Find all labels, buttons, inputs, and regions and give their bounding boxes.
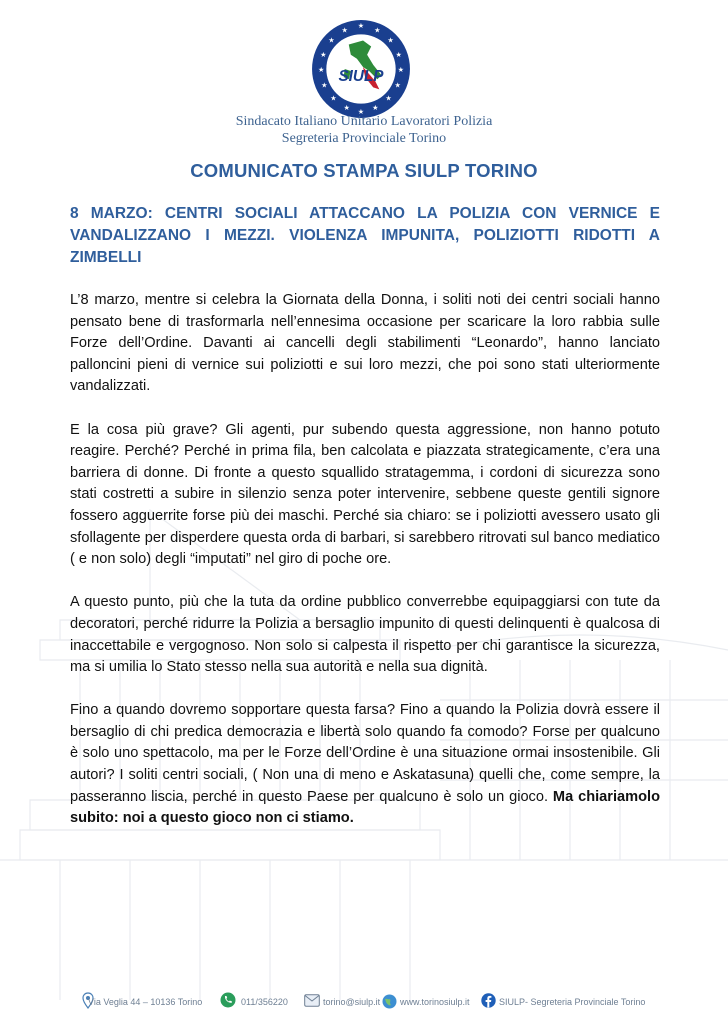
svg-text:★: ★: [343, 102, 350, 112]
logo-text: SIULP: [338, 68, 384, 86]
paragraph: A questo punto, più che la tuta da ordine pubblico converrebbe equipaggiarsi con tute da decoratori, perché ridurre la Polizia a bersaglio impunito di questi delinquenti è qualcosa di inaccettabile e vergognoso. Non solo si calpesta il rispetto per chi garantisce la sicurezza, ma si umilia lo Stato stesso nella sua autorità e nella sua dignità.: [70, 594, 660, 676]
footer-email[interactable]: torino@siulp.it: [323, 997, 381, 1007]
svg-text:★: ★: [357, 106, 365, 116]
svg-text:★: ★: [394, 80, 401, 90]
paragraph: L’8 marzo, mentre si celebra la Giornata della Donna, i soliti noti dei centri sociali hanno pensato bene di trasformarla nell’ennesima occasione per scaricare la loro rabbia sulle Forze dell’Ordine. Davanti ai cancelli degli stabilimenti “Leonardo”, hanno lanciato palloncini pieni di vernice sui poliziotti e sui loro mezzi, che poi sono stati ulteriormente vandalizzati.: [70, 292, 660, 395]
footer-website[interactable]: www.torinosiulp.it: [400, 997, 470, 1007]
footer-address: Via Veglia 44 – 10136 Torino: [88, 997, 203, 1007]
siulp-logo: [310, 18, 412, 120]
svg-text:★: ★: [321, 80, 328, 90]
svg-text:★: ★: [374, 25, 381, 35]
svg-text:★: ★: [330, 93, 337, 103]
organization-name: Sindacato Italiano Unitario Lavoratori Polizia: [235, 114, 493, 129]
footer-facebook[interactable]: SIULP- Segreteria Provinciale Torino: [499, 997, 646, 1007]
article-body: [70, 290, 660, 851]
svg-text:★: ★: [385, 93, 392, 103]
svg-text:★: ★: [395, 49, 402, 59]
phone-icon: [220, 992, 236, 1008]
globe-icon: [382, 994, 397, 1009]
svg-text:★: ★: [372, 102, 379, 112]
organization-office: Segreteria Provinciale Torino: [281, 131, 447, 146]
mail-icon: [304, 994, 320, 1007]
svg-text:★: ★: [318, 65, 325, 75]
document-title: COMUNICATO STAMPA SIULP TORINO: [190, 160, 538, 181]
headline: 8 MARZO: CENTRI SOCIALI ATTACCANO LA POLIZIA CON VERNICE E VANDALIZZANO I MEZZI. VIOLENZA IMPUNITA, POLIZIOTTI RIDOTTI A ZIMBELLI: [70, 205, 660, 266]
facebook-icon: [481, 993, 496, 1008]
svg-text:★: ★: [320, 49, 327, 59]
closing-text: Fino a quando dovremo sopportare questa farsa? Fino a quando la Polizia dovrà essere il bersaglio di chi predica democrazia e libertà solo quando fa comodo? Forse per qualcuno è solo uno spettacolo, ma per le Forze dell’Ordine è una situazione ormai insostenibile. Gli autori? I soliti centri sociali, ( Non una di meno e Askatasuna) quelli che, come sempre, la passeranno liscia, perché in questo Paese per qualcuno è solo un gioco.: [70, 702, 660, 805]
svg-text:★: ★: [341, 25, 348, 35]
svg-text:★: ★: [328, 35, 335, 45]
footer-contacts: [82, 992, 682, 1014]
closing-statement: Ma chiariamolo subito: noi a questo gioco non ci stiamo.: [70, 788, 660, 827]
paragraph: E la cosa più grave? Gli agenti, pur subendo questa aggressione, non hanno potuto reagire. Perché? Perché in prima fila, ben calcolata e piazzata strategicamente, c’era una barriera di donne. Di fronte a questo squallido stratagemma, i cordoni di sicurezza sono stati costretti a subire in silenzio senza poter intervenire, sebbene queste gentili signore fossero agguerrite forse più dei maschi. Perché sia chiaro: se i poliziotti avessero usato gli sfollagente per disperdere questa orda di barbari, si sarebbero ritrovati sul banco mediatico ( e non solo) degli “imputati” nel giro di poche ore.: [70, 421, 660, 568]
svg-text:★: ★: [357, 21, 365, 31]
closing-paragraph: [70, 700, 660, 830]
svg-text:★: ★: [387, 35, 394, 45]
footer-phone: 011/356220: [241, 997, 288, 1007]
svg-text:★: ★: [397, 65, 404, 75]
